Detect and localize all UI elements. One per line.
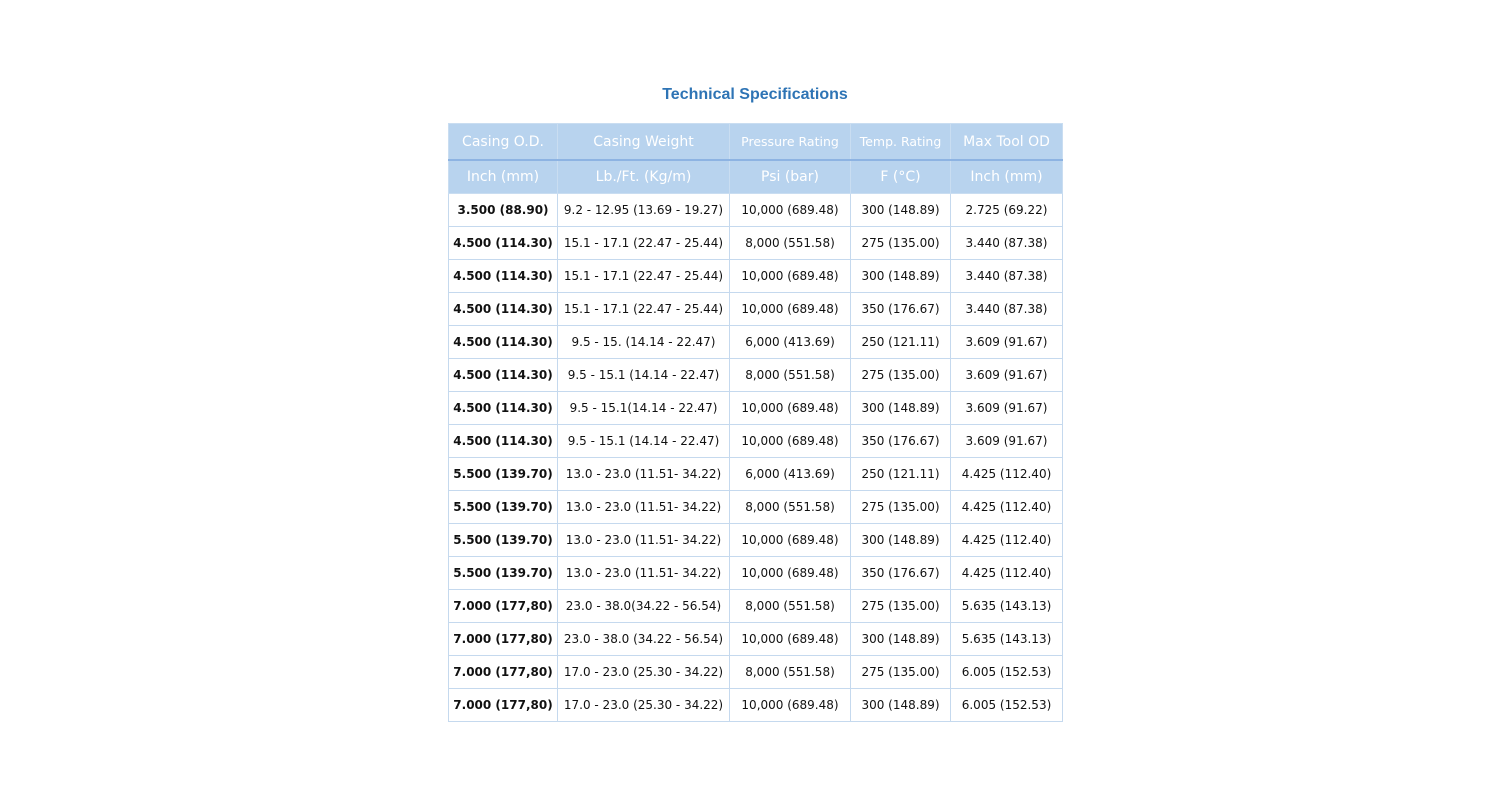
- temp-rating-cell: 250 (121.11): [851, 326, 951, 359]
- temp-rating-cell: 300 (148.89): [851, 260, 951, 293]
- table-row: [449, 491, 1063, 524]
- casing-weight-cell: 9.5 - 15.1 (14.14 - 22.47): [558, 425, 730, 458]
- pressure-rating-cell: 10,000 (689.48): [730, 392, 851, 425]
- unit-temp-rating: F (°C): [851, 160, 951, 194]
- table-row: [449, 458, 1063, 491]
- casing-od-cell: 7.000 (177,80): [449, 656, 558, 689]
- temp-rating-cell: 275 (135.00): [851, 656, 951, 689]
- temp-rating-cell: 275 (135.00): [851, 491, 951, 524]
- casing-od-cell: 4.500 (114.30): [449, 260, 558, 293]
- pressure-rating-cell: 8,000 (551.58): [730, 590, 851, 623]
- table-row: [449, 392, 1063, 425]
- casing-od-cell: 5.500 (139.70): [449, 557, 558, 590]
- casing-od-cell: 4.500 (114.30): [449, 425, 558, 458]
- table-row: [449, 689, 1063, 722]
- temp-rating-cell: 300 (148.89): [851, 194, 951, 227]
- max-tool-od-cell: 4.425 (112.40): [951, 524, 1063, 557]
- max-tool-od-cell: 3.440 (87.38): [951, 293, 1063, 326]
- table-row: [449, 623, 1063, 656]
- temp-rating-cell: 275 (135.00): [851, 359, 951, 392]
- casing-od-cell: 4.500 (114.30): [449, 293, 558, 326]
- table-row: [449, 656, 1063, 689]
- casing-od-cell: 4.500 (114.30): [449, 326, 558, 359]
- max-tool-od-cell: 3.440 (87.38): [951, 260, 1063, 293]
- casing-weight-cell: 15.1 - 17.1 (22.47 - 25.44): [558, 293, 730, 326]
- temp-rating-cell: 350 (176.67): [851, 557, 951, 590]
- temp-rating-cell: 250 (121.11): [851, 458, 951, 491]
- casing-od-cell: 7.000 (177,80): [449, 623, 558, 656]
- table-row: [449, 293, 1063, 326]
- pressure-rating-cell: 10,000 (689.48): [730, 425, 851, 458]
- pressure-rating-cell: 8,000 (551.58): [730, 656, 851, 689]
- max-tool-od-cell: 3.609 (91.67): [951, 392, 1063, 425]
- temp-rating-cell: 275 (135.00): [851, 227, 951, 260]
- pressure-rating-cell: 10,000 (689.48): [730, 689, 851, 722]
- max-tool-od-cell: 3.440 (87.38): [951, 227, 1063, 260]
- casing-od-cell: 7.000 (177,80): [449, 689, 558, 722]
- table-row: [449, 557, 1063, 590]
- pressure-rating-cell: 8,000 (551.58): [730, 359, 851, 392]
- temp-rating-cell: 350 (176.67): [851, 425, 951, 458]
- header-casing-od: Casing O.D.: [449, 124, 558, 161]
- table-row: [449, 590, 1063, 623]
- units-row: [449, 160, 1063, 194]
- max-tool-od-cell: 3.609 (91.67): [951, 425, 1063, 458]
- pressure-rating-cell: 10,000 (689.48): [730, 557, 851, 590]
- spec-table-body: [449, 194, 1063, 722]
- casing-weight-cell: 9.2 - 12.95 (13.69 - 19.27): [558, 194, 730, 227]
- pressure-rating-cell: 10,000 (689.48): [730, 293, 851, 326]
- max-tool-od-cell: 5.635 (143.13): [951, 590, 1063, 623]
- casing-od-cell: 4.500 (114.30): [449, 359, 558, 392]
- table-row: [449, 425, 1063, 458]
- casing-weight-cell: 9.5 - 15.1(14.14 - 22.47): [558, 392, 730, 425]
- max-tool-od-cell: 6.005 (152.53): [951, 689, 1063, 722]
- header-max-tool-od: Max Tool OD: [951, 124, 1063, 161]
- casing-weight-cell: 15.1 - 17.1 (22.47 - 25.44): [558, 227, 730, 260]
- casing-od-cell: 4.500 (114.30): [449, 227, 558, 260]
- temp-rating-cell: 300 (148.89): [851, 392, 951, 425]
- casing-od-cell: 3.500 (88.90): [449, 194, 558, 227]
- casing-weight-cell: 15.1 - 17.1 (22.47 - 25.44): [558, 260, 730, 293]
- max-tool-od-cell: 3.609 (91.67): [951, 326, 1063, 359]
- pressure-rating-cell: 6,000 (413.69): [730, 458, 851, 491]
- header-casing-weight: Casing Weight: [558, 124, 730, 161]
- pressure-rating-cell: 10,000 (689.48): [730, 194, 851, 227]
- spec-table: [448, 123, 1063, 722]
- unit-pressure-rating: Psi (bar): [730, 160, 851, 194]
- unit-casing-weight: Lb./Ft. (Kg/m): [558, 160, 730, 194]
- casing-od-cell: 7.000 (177,80): [449, 590, 558, 623]
- max-tool-od-cell: 4.425 (112.40): [951, 458, 1063, 491]
- temp-rating-cell: 350 (176.67): [851, 293, 951, 326]
- table-row: [449, 260, 1063, 293]
- page-title: Technical Specifications: [662, 86, 848, 103]
- max-tool-od-cell: 6.005 (152.53): [951, 656, 1063, 689]
- casing-weight-cell: 23.0 - 38.0(34.22 - 56.54): [558, 590, 730, 623]
- casing-od-cell: 4.500 (114.30): [449, 392, 558, 425]
- casing-weight-cell: 9.5 - 15.1 (14.14 - 22.47): [558, 359, 730, 392]
- header-row: [449, 124, 1063, 161]
- casing-od-cell: 5.500 (139.70): [449, 458, 558, 491]
- pressure-rating-cell: 8,000 (551.58): [730, 227, 851, 260]
- pressure-rating-cell: 10,000 (689.48): [730, 260, 851, 293]
- casing-weight-cell: 9.5 - 15. (14.14 - 22.47): [558, 326, 730, 359]
- table-row: [449, 227, 1063, 260]
- pressure-rating-cell: 10,000 (689.48): [730, 524, 851, 557]
- max-tool-od-cell: 4.425 (112.40): [951, 491, 1063, 524]
- pressure-rating-cell: 6,000 (413.69): [730, 326, 851, 359]
- temp-rating-cell: 300 (148.89): [851, 689, 951, 722]
- casing-weight-cell: 13.0 - 23.0 (11.51- 34.22): [558, 557, 730, 590]
- temp-rating-cell: 275 (135.00): [851, 590, 951, 623]
- max-tool-od-cell: 4.425 (112.40): [951, 557, 1063, 590]
- max-tool-od-cell: 3.609 (91.67): [951, 359, 1063, 392]
- casing-od-cell: 5.500 (139.70): [449, 491, 558, 524]
- casing-weight-cell: 13.0 - 23.0 (11.51- 34.22): [558, 524, 730, 557]
- casing-weight-cell: 13.0 - 23.0 (11.51- 34.22): [558, 491, 730, 524]
- max-tool-od-cell: 5.635 (143.13): [951, 623, 1063, 656]
- table-row: [449, 359, 1063, 392]
- pressure-rating-cell: 10,000 (689.48): [730, 623, 851, 656]
- table-row: [449, 194, 1063, 227]
- temp-rating-cell: 300 (148.89): [851, 623, 951, 656]
- casing-weight-cell: 13.0 - 23.0 (11.51- 34.22): [558, 458, 730, 491]
- table-row: [449, 524, 1063, 557]
- casing-weight-cell: 23.0 - 38.0 (34.22 - 56.54): [558, 623, 730, 656]
- header-temp-rating: Temp. Rating: [851, 124, 951, 161]
- unit-casing-od: Inch (mm): [449, 160, 558, 194]
- temp-rating-cell: 300 (148.89): [851, 524, 951, 557]
- table-row: [449, 326, 1063, 359]
- casing-od-cell: 5.500 (139.70): [449, 524, 558, 557]
- max-tool-od-cell: 2.725 (69.22): [951, 194, 1063, 227]
- casing-weight-cell: 17.0 - 23.0 (25.30 - 34.22): [558, 656, 730, 689]
- unit-max-tool-od: Inch (mm): [951, 160, 1063, 194]
- header-pressure-rating: Pressure Rating: [730, 124, 851, 161]
- pressure-rating-cell: 8,000 (551.58): [730, 491, 851, 524]
- casing-weight-cell: 17.0 - 23.0 (25.30 - 34.22): [558, 689, 730, 722]
